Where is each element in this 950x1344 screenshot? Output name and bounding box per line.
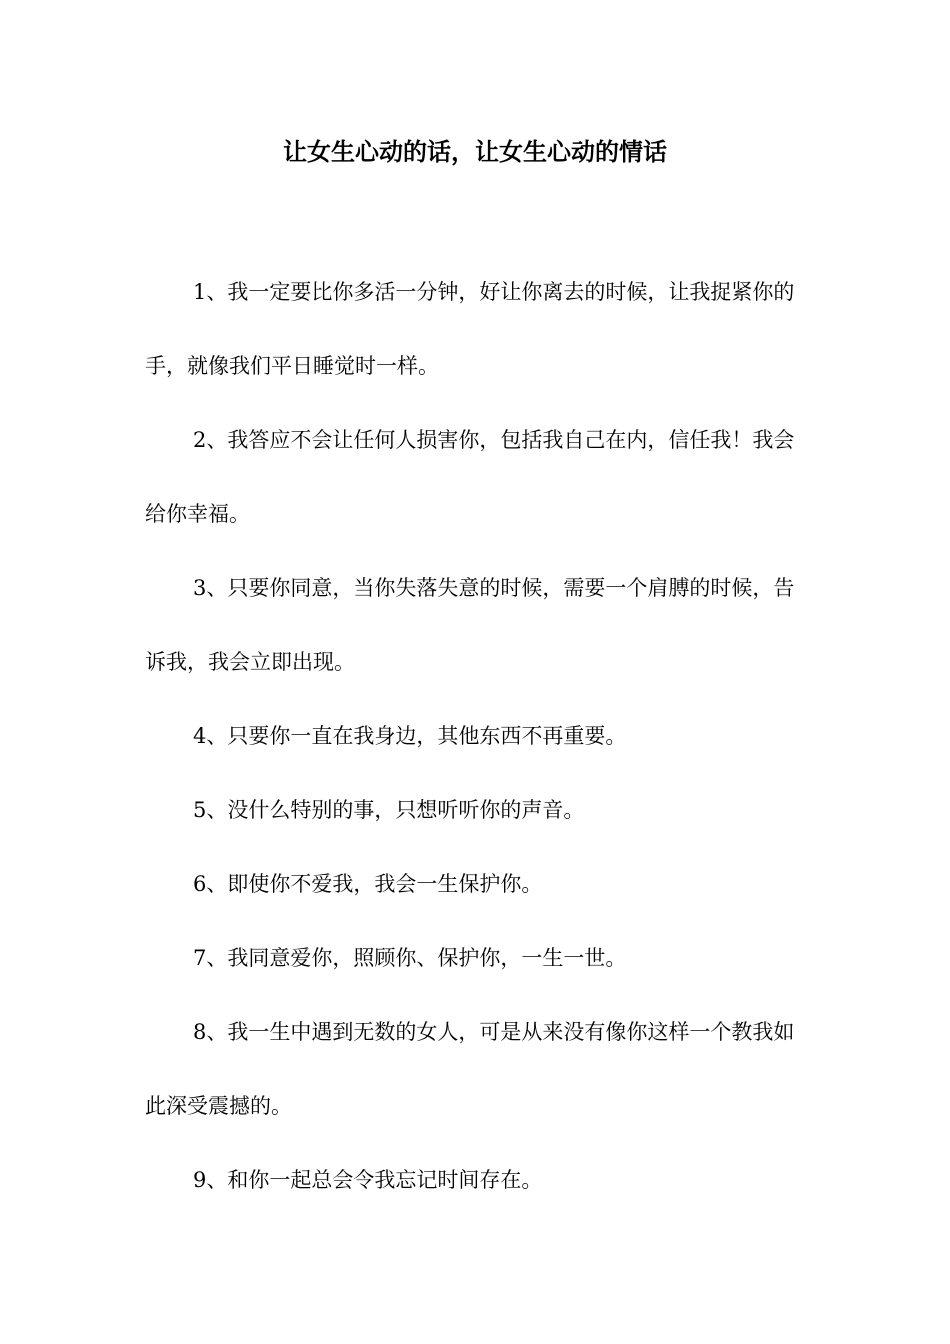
document-title: 让女生心动的话，让女生心动的情话	[283, 137, 667, 166]
paragraph-1: 1、我一定要比你多活一分钟，好让你离去的时候，让我捉紧你的手，就像我们平日睡觉时一样。	[145, 280, 795, 378]
paragraph-9: 9、和你一起总会令我忘记时间存在。	[193, 1168, 543, 1192]
paragraph-3: 3、只要你同意，当你失落失意的时候，需要一个肩膊的时候，告诉我，我会立即出现。	[145, 576, 795, 674]
paragraph-7: 7、我同意爱你，照顾你、保护你，一生一世。	[193, 946, 627, 970]
paragraph-2: 2、我答应不会让任何人损害你，包括我自己在内，信任我！我会给你幸福。	[145, 428, 795, 526]
paragraph-8: 8、我一生中遇到无数的女人，可是从来没有像你这样一个教我如此深受震撼的。	[145, 1020, 795, 1118]
paragraph-5: 5、没什么特别的事，只想听听你的声音。	[193, 798, 585, 822]
document-body	[145, 255, 815, 1217]
paragraph-6: 6、即使你不爱我，我会一生保护你。	[193, 872, 543, 896]
paragraph-4: 4、只要你一直在我身边，其他东西不再重要。	[193, 724, 627, 748]
